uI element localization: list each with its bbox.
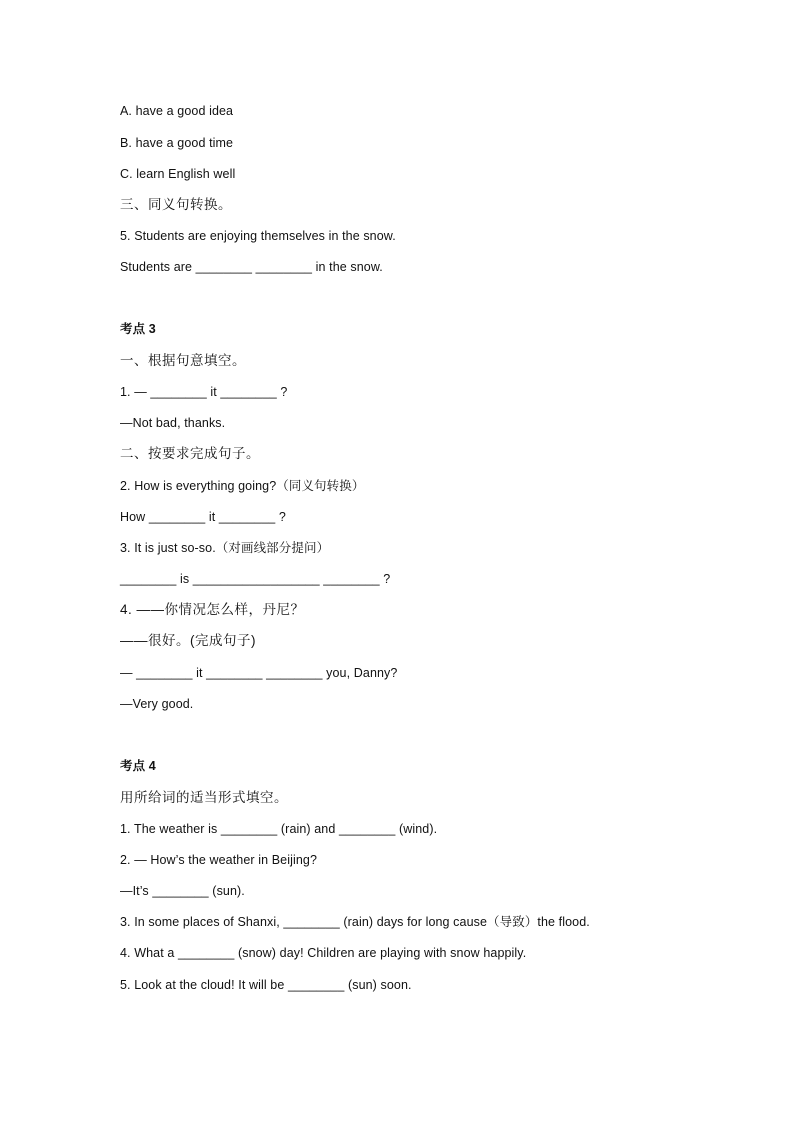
kaodian-4-heading: 考点 4 <box>120 759 156 773</box>
kaodian-3-section-2: 二、按要求完成句子。 <box>120 446 260 461</box>
kaodian-3-question-4-reply: —Very good. <box>120 697 194 711</box>
option-c: C. learn English well <box>120 167 236 181</box>
kaodian-3-question-2-answer: How ________ it ________ ? <box>120 510 286 524</box>
kaodian-4-question-1: 1. The weather is ________ (rain) and ________ (wind). <box>120 822 438 836</box>
kaodian-3-section-1: 一、根据句意填空。 <box>120 353 246 368</box>
kaodian-3-question-3: 3. It is just so-so.（对画线部分提问） <box>120 541 330 555</box>
kaodian-3-heading: 考点 3 <box>120 322 156 336</box>
kaodian-4-question-4: 4. What a ________ (snow) day! Children are playing with snow happily. <box>120 946 527 960</box>
option-b: B. have a good time <box>120 136 234 150</box>
question-5: 5. Students are enjoying themselves in the snow. <box>120 229 396 243</box>
kaodian-3-question-3-answer: ________ is __________________ ________ ? <box>120 572 391 586</box>
kaodian-4-question-5: 5. Look at the cloud! It will be ________ (sun) soon. <box>120 978 412 992</box>
kaodian-3-question-4-b: ——很好。(完成句子) <box>120 633 256 648</box>
kaodian-4-instruction: 用所给词的适当形式填空。 <box>120 790 288 805</box>
kaodian-3-question-1: 1. — ________ it ________ ? <box>120 385 288 399</box>
kaodian-3-question-4: 4. ——你情况怎么样，丹尼？ <box>120 602 305 617</box>
option-a: A. have a good idea <box>120 104 234 118</box>
section-title-synonym: 三、同义句转换。 <box>120 197 232 212</box>
kaodian-4-question-3: 3. In some places of Shanxi, ________ (rain) days for long cause（导致）the flood. <box>120 915 590 929</box>
kaodian-3-question-1-reply: —Not bad, thanks. <box>120 416 226 430</box>
question-5-answer: Students are ________ ________ in the snow. <box>120 260 383 274</box>
kaodian-4-question-2: 2. — How’s the weather in Beijing? <box>120 853 318 867</box>
kaodian-3-question-4-answer: — ________ it ________ ________ you, Danny? <box>120 666 398 680</box>
kaodian-4-question-2-answer: —It’s ________ (sun). <box>120 884 245 898</box>
kaodian-3-question-2: 2. How is everything going?（同义句转换） <box>120 479 365 493</box>
